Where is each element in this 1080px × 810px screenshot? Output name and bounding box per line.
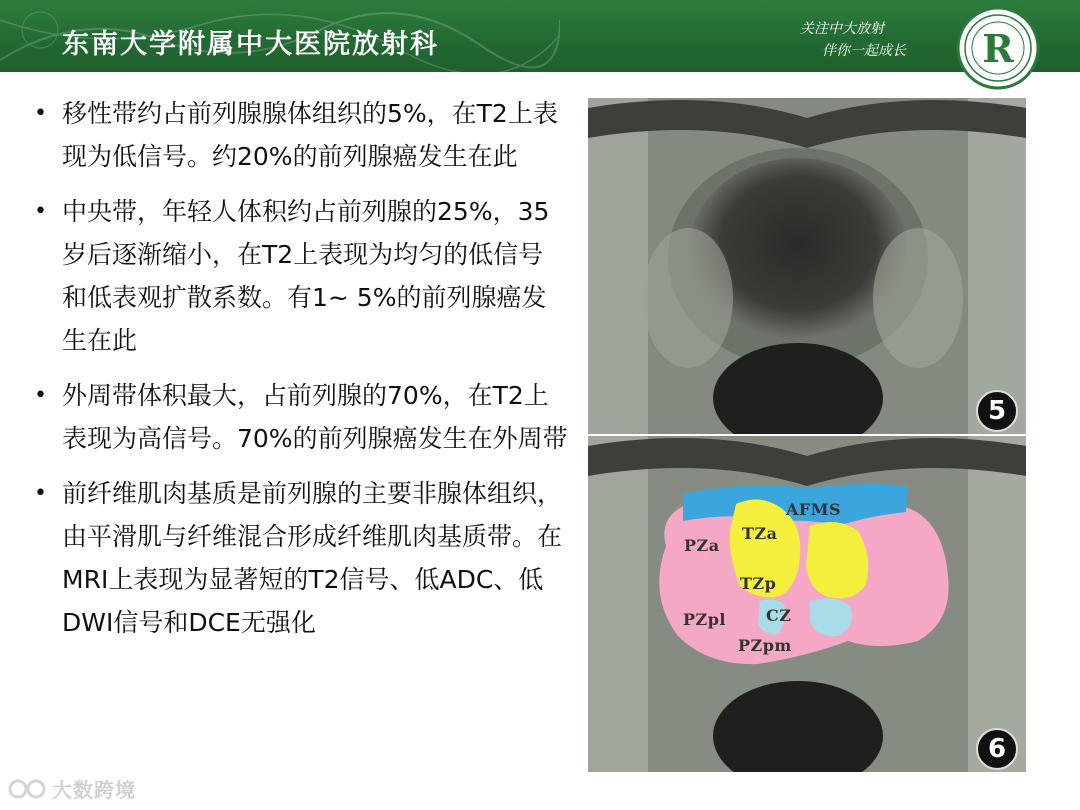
slogan-line-1: 关注中大放射 — [800, 21, 884, 37]
zone-label-pzpl: PZpl — [683, 610, 726, 629]
watermark-logo-icon — [8, 776, 48, 802]
slogan-line-2: 伴你一起成长 — [822, 43, 906, 59]
bullet-dot-icon: • — [34, 481, 47, 506]
bullet-text: 前纤维肌肉基质是前列腺的主要非腺体组织，由平滑肌与纤维混合形成纤维肌肉基质带。在MRI上表现为显著短的T2信号、低ADC、低DWI信号和DCE无强化 — [62, 479, 563, 637]
zone-label-tza: TZa — [742, 524, 778, 543]
zone-label-tzp: TZp — [740, 574, 777, 593]
bullet-dot-icon: • — [34, 199, 47, 224]
header-slogan — [800, 18, 940, 62]
hospital-logo — [950, 6, 1046, 102]
bullet-text: 中央带，年轻人体积约占前列腺的25%，35岁后逐渐缩小，在T2上表现为均匀的低信号和低表观扩散系数。有1~ 5%的前列腺癌发生在此 — [62, 197, 550, 355]
zone-tz-right-shape — [806, 522, 868, 598]
bullet-dot-icon: • — [34, 101, 47, 126]
zone-label-afms: AFMS — [786, 500, 842, 519]
zone-label-pzpm: PZpm — [738, 636, 792, 655]
mri-figure-top — [588, 98, 1026, 434]
bullet-item — [28, 374, 568, 460]
bullet-item — [28, 190, 568, 362]
bullet-item — [28, 472, 568, 644]
watermark — [8, 774, 136, 803]
watermark-text: 大数跨境 — [52, 778, 136, 802]
bullet-dot-icon: • — [34, 383, 47, 408]
bullet-item — [28, 92, 568, 178]
figure-number-badge: 6 — [976, 728, 1018, 770]
page-title: 东南大学附属中大医院放射科 — [62, 29, 439, 60]
figure-number-badge: 5 — [976, 390, 1018, 432]
zone-label-pza: PZa — [684, 536, 720, 555]
zone-cz-right-shape — [810, 598, 852, 636]
mri-figure-bottom — [588, 436, 1026, 772]
logo-letter: R — [982, 26, 1014, 71]
zone-label-cz: CZ — [766, 606, 792, 625]
bullet-text: 外周带体积最大，占前列腺的70%，在T2上表现为高信号。70%的前列腺癌发生在外周带 — [62, 381, 568, 453]
bullet-list — [28, 92, 568, 656]
bullet-text: 移性带约占前列腺腺体组织的5%，在T2上表现为低信号。约20%的前列腺癌发生在此 — [62, 99, 558, 171]
header-bar — [0, 0, 1080, 72]
zone-pz-shape — [659, 498, 948, 664]
